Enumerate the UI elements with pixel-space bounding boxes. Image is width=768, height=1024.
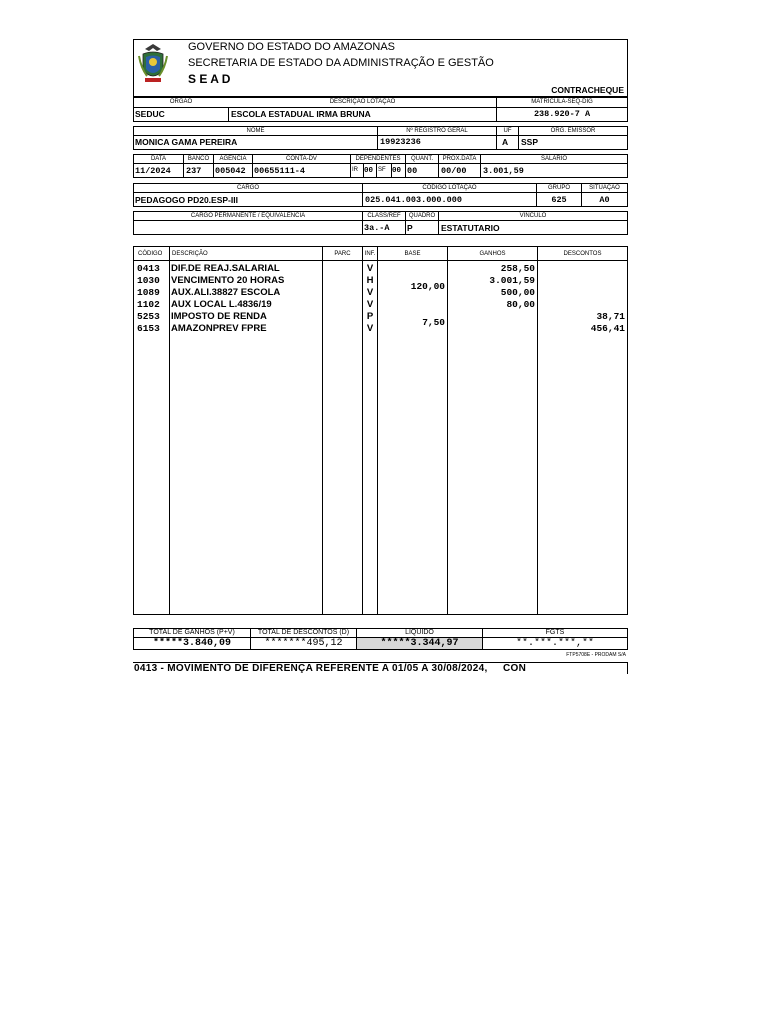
cell-descricao: AUX LOCAL L.4836/19 [171,299,272,310]
cell-inf: V [366,299,374,310]
banco-label: BANCO [187,156,210,162]
class-ref-label: CLASS/REF [367,213,401,219]
col-base-header: BASE [404,251,421,257]
cell-descricao: DIF.DE REAJ.SALARIAL [171,263,280,274]
liquido-value: *****3.344,97 [380,638,459,649]
grupo-label: GRUPO [547,185,570,191]
col-descricao-header: DESCRIÇÃO [172,251,208,257]
orgao-value: SEDUC [135,109,165,119]
cell-inf: V [366,323,374,334]
cargo-value: PEDAGOGO PD20.ESP-III [135,195,238,205]
fgts-value: **.***.***,** [515,638,594,649]
quant-value: 00 [407,166,418,176]
cell-base: 120,00 [410,281,445,292]
cell-inf: V [366,263,374,274]
nome-value: MONICA GAMA PEREIRA [135,137,238,147]
matricula-label: MATRÍCULA-SEQ-DIG [531,99,593,105]
header-secretariat: SECRETARIA DE ESTADO DA ADMINISTRAÇÃO E GESTÃO [188,57,494,69]
total-ganhos-label: TOTAL DE GANHOS (P+V) [149,629,235,636]
lotacao-label: DESCRIÇÃO LOTAÇÃO [329,99,396,105]
doc-type-title: CONTRACHEQUE [551,85,624,95]
cell-codigo: 1089 [137,287,160,298]
cell-codigo: 0413 [137,263,160,274]
uf-label: UF [503,128,512,134]
situacao-value: A0 [599,195,610,205]
cell-ganhos: 258,50 [500,263,535,274]
uf-value: A [502,137,509,147]
cod-lotacao-label: CÓDIGO LOTAÇÃO [422,185,477,191]
cell-inf: P [366,311,374,322]
cell-codigo: 1102 [137,299,160,310]
dep-ir-value: 00 [364,167,374,175]
vinculo-label: VINCULO [519,213,547,219]
salario-label: SALÁRIO [540,156,567,162]
total-ganhos-value: *****3.840,09 [152,638,231,649]
cell-ganhos: 3.001,59 [489,275,535,286]
conta-value: 00655111-4 [254,166,306,176]
col-ganhos-header: GANHOS [479,251,506,257]
cell-descricao: VENCIMENTO 20 HORAS [171,275,285,286]
col-descontos-header: DESCONTOS [563,251,602,257]
header-government: GOVERNO DO ESTADO DO AMAZONAS [188,41,395,53]
rg-value: 19923236 [380,137,421,147]
cell-ganhos: 500,00 [500,287,535,298]
footer-code: FTP5708E - PRODAM S/A [566,652,626,658]
dependentes-label: DEPENDENTES [355,156,401,162]
emissor-value: SSP [521,137,539,147]
cell-base: 7,50 [422,317,445,328]
cell-codigo: 6153 [137,323,160,334]
fgts-label: FGTS [545,629,565,636]
col-codigo-header: CÓDIGO [138,251,163,257]
grupo-value: 625 [551,195,567,205]
situacao-label: SITUAÇÃO [589,185,620,191]
dep-sf-value: 00 [392,167,402,175]
cell-inf: V [366,287,374,298]
lotacao-value: ESCOLA ESTADUAL IRMA BRUNA [231,109,371,119]
cell-descricao: IMPOSTO DE RENDA [171,311,267,322]
nome-label: NOME [246,128,265,134]
quadro-value: P [407,223,413,233]
cod-lotacao-value: 025.041.003.000.000 [365,195,462,205]
emissor-label: ÓRG. EMISSOR [550,128,596,134]
salario-value: 3.001,59 [483,166,524,176]
agencia-value: 005042 [215,166,246,176]
cell-descontos: 456,41 [590,323,625,334]
orgao-label: ÓRGÃO [169,99,193,105]
vinculo-value: ESTATUTARIO [441,223,500,233]
col-parc-header: PARC [334,251,351,257]
conta-label: CONTA-DV [286,156,317,162]
cargo-label: CARGO [236,185,259,191]
cell-inf: H [366,275,374,286]
cell-descontos: 38,71 [596,311,625,322]
prox-data-value: 00/00 [441,166,467,176]
cell-codigo: 5253 [137,311,160,322]
dep-sf-label: SF [378,167,386,173]
data-label: DATA [150,156,167,162]
banco-value: 237 [186,166,202,176]
dep-ir-label: IR [352,167,358,173]
total-descontos-label: TOTAL DE DESCONTOS (D) [257,629,350,636]
col-inf-header: INF. [364,251,376,257]
total-descontos-value: *******495,12 [264,638,343,649]
cell-descricao: AUX.ALI.38827 ESCOLA [171,287,281,298]
quadro-label: QUADRO [408,213,436,219]
matricula-value: 238.920-7 A [533,109,591,119]
rg-label: Nº REGISTRO GERAL [406,128,468,134]
cargo-permanente-label: CARGO PERMANENTE / EQUIVALENCIA [190,213,306,219]
data-value: 11/2024 [135,166,171,176]
footer-message: 0413 - MOVIMENTO DE DIFERENÇA REFERENTE A 01/05 A 30/08/2024, CON [134,663,527,674]
cell-codigo: 1030 [137,275,160,286]
class-ref-value: 3a.-A [364,223,390,233]
agencia-label: AGENCIA [219,156,247,162]
cell-ganhos: 80,00 [506,299,535,310]
quant-label: QUANT. [410,156,433,162]
header-sead: S E A D [188,72,231,86]
coat-of-arms-logo [135,42,171,86]
cell-descricao: AMAZONPREV FPRE [171,323,267,334]
liquido-label: LIQUIDO [405,629,434,636]
prox-data-label: PRÓX.DATA [442,156,477,162]
